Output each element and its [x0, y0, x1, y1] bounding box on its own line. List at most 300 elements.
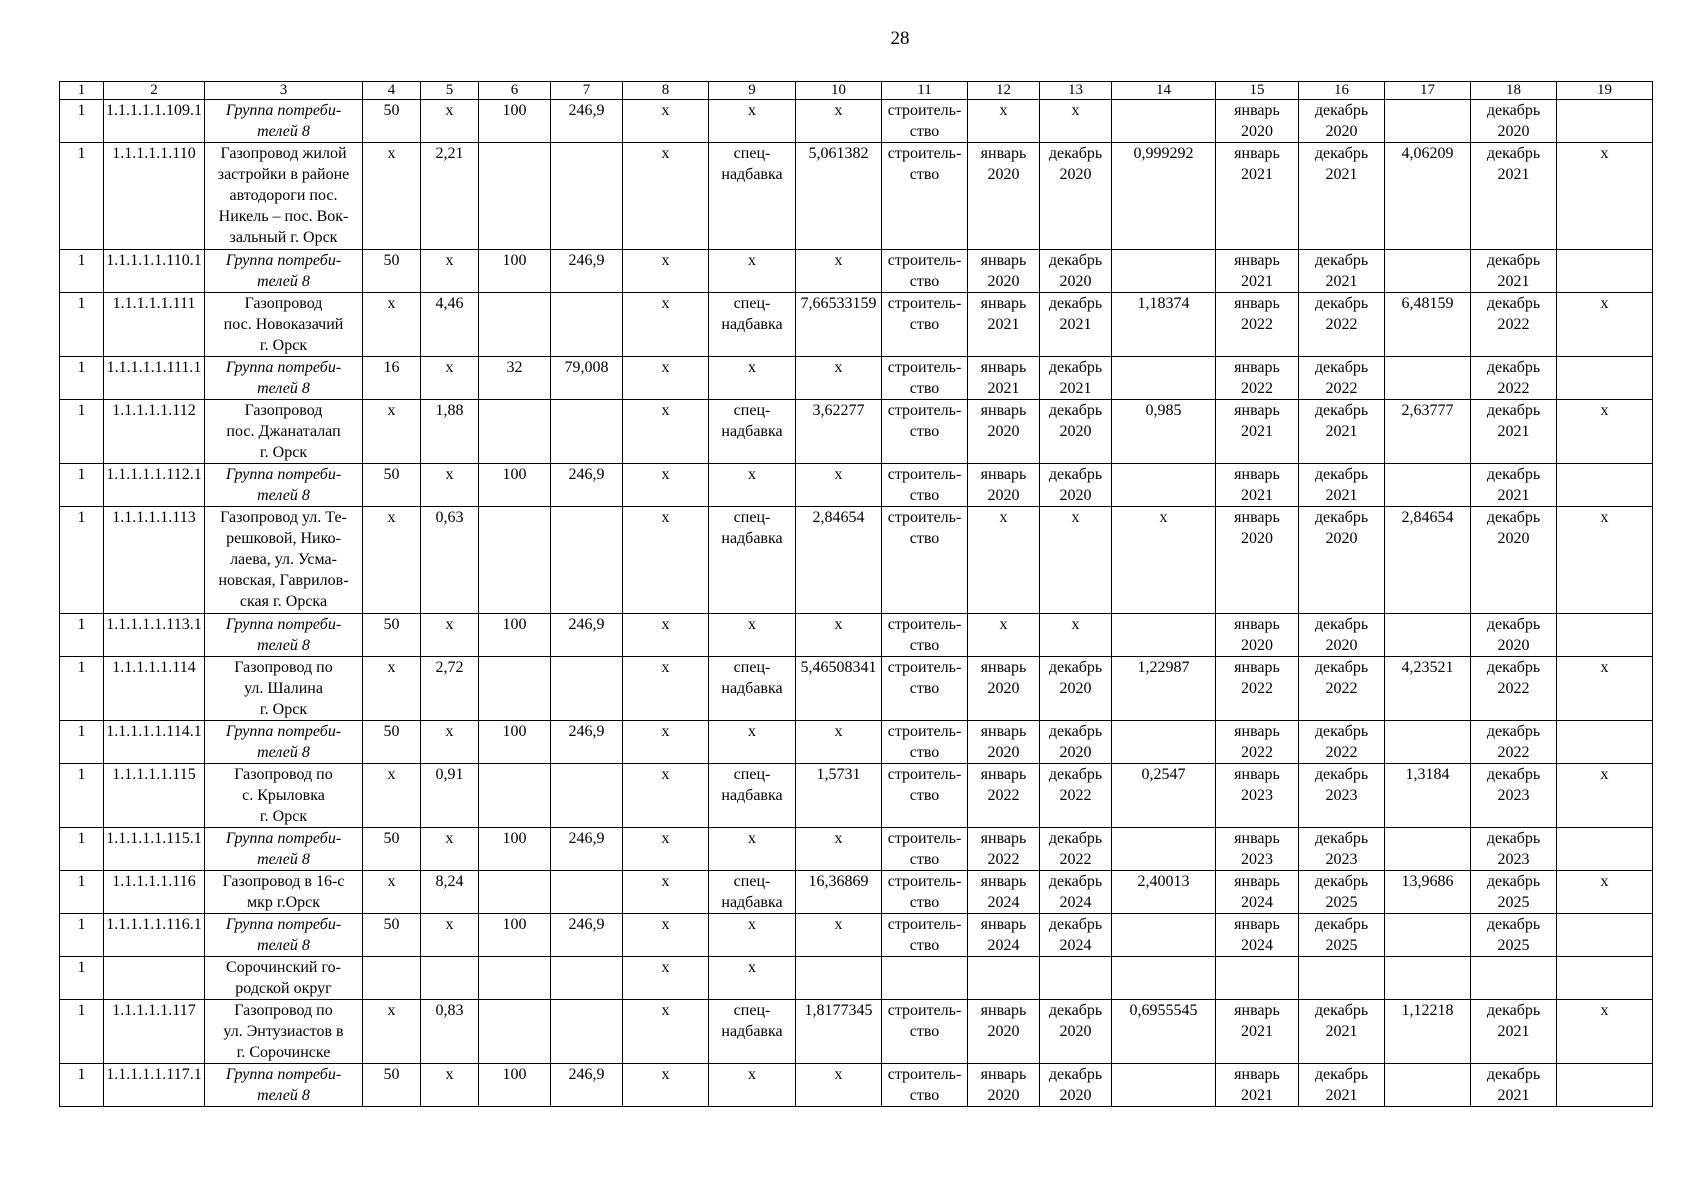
- table-cell: 100: [479, 614, 551, 657]
- table-cell: х: [623, 614, 709, 657]
- table-cell: х: [363, 143, 421, 250]
- table-cell: [1557, 250, 1653, 293]
- table-cell: 100: [479, 100, 551, 143]
- table-cell: х: [796, 250, 882, 293]
- table-cell: [1299, 957, 1385, 1000]
- table-cell: 246,9: [551, 1064, 623, 1107]
- table-cell: Группа потреби- телей 8: [205, 100, 363, 143]
- table-cell: январь 2020: [968, 657, 1040, 721]
- table-cell: 1,18374: [1112, 293, 1216, 357]
- table-cell: спец- надбавка: [709, 143, 796, 250]
- table-cell: х: [623, 250, 709, 293]
- table-cell: Газопровод ул. Те- решковой, Нико- лаева, ул. Усма- новская, Гаврилов- ская г. Орска: [205, 507, 363, 614]
- table-cell: [1216, 957, 1299, 1000]
- table-cell: [1385, 1064, 1471, 1107]
- table-cell: [1557, 357, 1653, 400]
- table-cell: строитель- ство: [882, 721, 968, 764]
- table-cell: 1: [60, 464, 104, 507]
- table-cell: [1112, 914, 1216, 957]
- table-cell: [796, 957, 882, 1000]
- table-cell: 1.1.1.1.1.112: [104, 400, 205, 464]
- table-cell: [1385, 914, 1471, 957]
- table-cell: декабрь 2025: [1471, 914, 1557, 957]
- column-header: 17: [1385, 82, 1471, 100]
- table-cell: 1: [60, 957, 104, 1000]
- table-cell: х: [796, 1064, 882, 1107]
- table-cell: январь 2020: [1216, 614, 1299, 657]
- table-cell: [1557, 914, 1653, 957]
- table-cell: [363, 957, 421, 1000]
- table-cell: х: [363, 507, 421, 614]
- table-cell: 2,84654: [796, 507, 882, 614]
- table-cell: декабрь 2020: [1040, 250, 1112, 293]
- table-cell: 8,24: [421, 871, 479, 914]
- table-cell: 1: [60, 614, 104, 657]
- table-cell: [1557, 721, 1653, 764]
- table-cell: [1112, 357, 1216, 400]
- table-cell: 1: [60, 721, 104, 764]
- table-cell: [1112, 1064, 1216, 1107]
- table-cell: декабрь 2022: [1299, 357, 1385, 400]
- table-cell: [104, 957, 205, 1000]
- table-cell: [551, 293, 623, 357]
- table-cell: 1,88: [421, 400, 479, 464]
- table-cell: 1.1.1.1.1.114: [104, 657, 205, 721]
- table-cell: х: [709, 721, 796, 764]
- table-cell: декабрь 2020: [1471, 614, 1557, 657]
- table-cell: [551, 657, 623, 721]
- table-cell: х: [709, 828, 796, 871]
- table-cell: декабрь 2024: [1040, 914, 1112, 957]
- table-row: [60, 464, 1653, 507]
- table-cell: Сорочинский го- родской округ: [205, 957, 363, 1000]
- header-row: [60, 82, 1653, 100]
- table-cell: [479, 871, 551, 914]
- table-cell: [1557, 957, 1653, 1000]
- table-cell: спец- надбавка: [709, 764, 796, 828]
- table-cell: январь 2021: [1216, 1064, 1299, 1107]
- table-cell: [1112, 100, 1216, 143]
- table-cell: декабрь 2021: [1040, 357, 1112, 400]
- column-header: 5: [421, 82, 479, 100]
- table-cell: х: [968, 614, 1040, 657]
- table-cell: х: [623, 1064, 709, 1107]
- table-cell: [551, 957, 623, 1000]
- table-cell: январь 2024: [1216, 871, 1299, 914]
- table-cell: х: [363, 871, 421, 914]
- table-cell: [1385, 614, 1471, 657]
- table-cell: декабрь 2021: [1471, 400, 1557, 464]
- data-table: [59, 81, 1653, 1107]
- table-cell: х: [623, 100, 709, 143]
- table-cell: [1385, 250, 1471, 293]
- table-cell: декабрь 2022: [1040, 828, 1112, 871]
- column-header: 3: [205, 82, 363, 100]
- table-cell: х: [709, 614, 796, 657]
- column-header: 14: [1112, 82, 1216, 100]
- table-cell: 50: [363, 250, 421, 293]
- table-cell: х: [363, 400, 421, 464]
- table-cell: х: [796, 357, 882, 400]
- table-cell: х: [1112, 507, 1216, 614]
- table-cell: 2,21: [421, 143, 479, 250]
- table-cell: январь 2024: [968, 871, 1040, 914]
- table-cell: 246,9: [551, 250, 623, 293]
- table-cell: декабрь 2020: [1471, 100, 1557, 143]
- table-cell: [551, 143, 623, 250]
- table-cell: 50: [363, 1064, 421, 1107]
- table-cell: [1385, 828, 1471, 871]
- table-cell: январь 2021: [968, 293, 1040, 357]
- table-cell: [1385, 464, 1471, 507]
- table-cell: х: [623, 357, 709, 400]
- table-cell: спец- надбавка: [709, 400, 796, 464]
- table-cell: январь 2021: [968, 357, 1040, 400]
- table-cell: [968, 957, 1040, 1000]
- table-cell: 100: [479, 464, 551, 507]
- table-cell: х: [709, 957, 796, 1000]
- table-cell: декабрь 2021: [1471, 250, 1557, 293]
- table-cell: [1040, 957, 1112, 1000]
- table-cell: 2,40013: [1112, 871, 1216, 914]
- table-cell: декабрь 2021: [1471, 1064, 1557, 1107]
- table-cell: [479, 1000, 551, 1064]
- table-cell: декабрь 2025: [1299, 914, 1385, 957]
- table-cell: [1557, 464, 1653, 507]
- table-cell: декабрь 2021: [1471, 1000, 1557, 1064]
- table-cell: х: [421, 828, 479, 871]
- table-cell: 50: [363, 614, 421, 657]
- table-cell: 4,46: [421, 293, 479, 357]
- table-cell: х: [623, 957, 709, 1000]
- table-cell: строитель- ство: [882, 871, 968, 914]
- table-cell: 0,83: [421, 1000, 479, 1064]
- table-cell: 246,9: [551, 614, 623, 657]
- table-cell: х: [1557, 871, 1653, 914]
- table-cell: х: [623, 764, 709, 828]
- table-cell: х: [1557, 764, 1653, 828]
- table-cell: х: [796, 464, 882, 507]
- table-cell: декабрь 2022: [1299, 293, 1385, 357]
- table-cell: х: [1557, 507, 1653, 614]
- table-cell: январь 2022: [1216, 657, 1299, 721]
- table-cell: декабрь 2020: [1040, 143, 1112, 250]
- table-cell: январь 2020: [968, 143, 1040, 250]
- table-cell: январь 2020: [968, 1064, 1040, 1107]
- table-cell: 1.1.1.1.1.110: [104, 143, 205, 250]
- table-cell: январь 2022: [968, 828, 1040, 871]
- table-cell: [551, 1000, 623, 1064]
- table-cell: х: [421, 1064, 479, 1107]
- table-cell: декабрь 2022: [1299, 721, 1385, 764]
- table-cell: 1: [60, 871, 104, 914]
- table-cell: январь 2022: [1216, 293, 1299, 357]
- table-cell: январь 2020: [1216, 507, 1299, 614]
- table-cell: Группа потреби- телей 8: [205, 614, 363, 657]
- table-cell: 1.1.1.1.1.111.1: [104, 357, 205, 400]
- table-cell: 1: [60, 293, 104, 357]
- table-cell: х: [363, 764, 421, 828]
- table-cell: х: [421, 614, 479, 657]
- table-cell: 1,8177345: [796, 1000, 882, 1064]
- table-cell: 50: [363, 828, 421, 871]
- table-cell: январь 2022: [968, 764, 1040, 828]
- table-cell: 0,63: [421, 507, 479, 614]
- table-cell: х: [623, 464, 709, 507]
- table-cell: Группа потреби- телей 8: [205, 828, 363, 871]
- table-cell: [1112, 721, 1216, 764]
- table-cell: 1.1.1.1.1.109.1: [104, 100, 205, 143]
- table-cell: 1: [60, 657, 104, 721]
- table-cell: декабрь 2021: [1040, 293, 1112, 357]
- table-cell: январь 2021: [1216, 400, 1299, 464]
- table-cell: 3,62277: [796, 400, 882, 464]
- table-cell: декабрь 2025: [1299, 871, 1385, 914]
- table-row: [60, 1000, 1653, 1064]
- table-cell: Газопровод по с. Крыловка г. Орск: [205, 764, 363, 828]
- table-cell: декабрь 2025: [1471, 871, 1557, 914]
- table-cell: январь 2022: [1216, 357, 1299, 400]
- table-cell: Газопровод по ул. Энтузиастов в г. Сорочинске: [205, 1000, 363, 1064]
- table-cell: 1.1.1.1.1.115: [104, 764, 205, 828]
- table-cell: х: [1557, 143, 1653, 250]
- table-cell: 1.1.1.1.1.114.1: [104, 721, 205, 764]
- table-cell: х: [623, 143, 709, 250]
- table-row: [60, 357, 1653, 400]
- table-row: [60, 914, 1653, 957]
- table-cell: х: [421, 721, 479, 764]
- table-row: [60, 100, 1653, 143]
- table-cell: [1385, 100, 1471, 143]
- table-cell: 1: [60, 764, 104, 828]
- table-cell: 79,008: [551, 357, 623, 400]
- table-cell: 1: [60, 357, 104, 400]
- table-cell: х: [623, 1000, 709, 1064]
- table-cell: декабрь 2020: [1040, 1064, 1112, 1107]
- table-cell: декабрь 2022: [1471, 293, 1557, 357]
- column-header: 12: [968, 82, 1040, 100]
- table-row: [60, 1064, 1653, 1107]
- column-header: 4: [363, 82, 421, 100]
- table-cell: декабрь 2022: [1040, 764, 1112, 828]
- table-cell: 1,22987: [1112, 657, 1216, 721]
- table-cell: 50: [363, 914, 421, 957]
- column-header: 10: [796, 82, 882, 100]
- table-cell: 2,72: [421, 657, 479, 721]
- table-cell: [479, 957, 551, 1000]
- column-header: 8: [623, 82, 709, 100]
- table-cell: 246,9: [551, 721, 623, 764]
- table-cell: декабрь 2020: [1471, 507, 1557, 614]
- table-cell: январь 2020: [968, 400, 1040, 464]
- table-cell: строитель- ство: [882, 1000, 968, 1064]
- table-cell: х: [1040, 507, 1112, 614]
- table-row: [60, 957, 1653, 1000]
- table-cell: декабрь 2021: [1299, 400, 1385, 464]
- table-cell: декабрь 2021: [1299, 1064, 1385, 1107]
- table-cell: х: [623, 507, 709, 614]
- column-header: 15: [1216, 82, 1299, 100]
- table-cell: х: [421, 357, 479, 400]
- table-cell: 1: [60, 100, 104, 143]
- table-cell: х: [623, 657, 709, 721]
- table-cell: [551, 764, 623, 828]
- page-number: 28: [890, 28, 910, 49]
- column-header: 2: [104, 82, 205, 100]
- column-header: 7: [551, 82, 623, 100]
- table-cell: строитель- ство: [882, 764, 968, 828]
- table-cell: х: [623, 721, 709, 764]
- table-cell: х: [796, 828, 882, 871]
- table-cell: строитель- ство: [882, 464, 968, 507]
- table-row: [60, 764, 1653, 828]
- table-cell: х: [1040, 614, 1112, 657]
- table-cell: 100: [479, 1064, 551, 1107]
- table-row: [60, 828, 1653, 871]
- table-cell: декабрь 2020: [1040, 400, 1112, 464]
- table-cell: 7,66533159: [796, 293, 882, 357]
- table-cell: х: [421, 464, 479, 507]
- table-cell: 1.1.1.1.1.115.1: [104, 828, 205, 871]
- table-cell: январь 2023: [1216, 764, 1299, 828]
- table-cell: х: [623, 400, 709, 464]
- table-cell: х: [709, 914, 796, 957]
- table-cell: х: [421, 100, 479, 143]
- table-cell: декабрь 2022: [1471, 657, 1557, 721]
- table-cell: январь 2020: [968, 721, 1040, 764]
- table-cell: х: [709, 250, 796, 293]
- table-cell: 50: [363, 464, 421, 507]
- table-cell: 1: [60, 507, 104, 614]
- table-cell: январь 2022: [1216, 721, 1299, 764]
- table-cell: х: [623, 828, 709, 871]
- table-cell: [1557, 828, 1653, 871]
- table-cell: 2,84654: [1385, 507, 1471, 614]
- table-cell: 1,3184: [1385, 764, 1471, 828]
- table-cell: январь 2024: [1216, 914, 1299, 957]
- table-body: [60, 100, 1653, 1107]
- table-cell: 1,12218: [1385, 1000, 1471, 1064]
- table-cell: декабрь 2020: [1040, 464, 1112, 507]
- table-cell: 2,63777: [1385, 400, 1471, 464]
- table-cell: 5,46508341: [796, 657, 882, 721]
- table-cell: декабрь 2023: [1299, 764, 1385, 828]
- table-cell: [1557, 100, 1653, 143]
- table-cell: декабрь 2020: [1299, 614, 1385, 657]
- table-cell: х: [1040, 100, 1112, 143]
- table-cell: декабрь 2023: [1471, 764, 1557, 828]
- table-cell: декабрь 2021: [1299, 250, 1385, 293]
- table-cell: Газопровод пос. Новоказачий г. Орск: [205, 293, 363, 357]
- table-cell: Газопровод по ул. Шалина г. Орск: [205, 657, 363, 721]
- table-cell: январь 2020: [968, 464, 1040, 507]
- table-cell: [479, 764, 551, 828]
- table-cell: декабрь 2020: [1040, 657, 1112, 721]
- table-cell: х: [1557, 1000, 1653, 1064]
- table-cell: 1.1.1.1.1.116: [104, 871, 205, 914]
- table-cell: Группа потреби- телей 8: [205, 1064, 363, 1107]
- table-cell: [1112, 828, 1216, 871]
- table-cell: январь 2021: [1216, 1000, 1299, 1064]
- table-cell: 13,9686: [1385, 871, 1471, 914]
- table-cell: декабрь 2022: [1299, 657, 1385, 721]
- table-cell: 246,9: [551, 828, 623, 871]
- table-cell: [1471, 957, 1557, 1000]
- table-cell: х: [709, 1064, 796, 1107]
- table-cell: декабрь 2021: [1299, 1000, 1385, 1064]
- table-cell: декабрь 2020: [1299, 507, 1385, 614]
- column-header: 9: [709, 82, 796, 100]
- table-row: [60, 400, 1653, 464]
- column-header: 6: [479, 82, 551, 100]
- table-cell: [1385, 721, 1471, 764]
- table-cell: [1385, 357, 1471, 400]
- table-row: [60, 293, 1653, 357]
- table-cell: х: [968, 100, 1040, 143]
- table-cell: 1: [60, 1064, 104, 1107]
- table-cell: 1.1.1.1.1.116.1: [104, 914, 205, 957]
- column-header: 16: [1299, 82, 1385, 100]
- table-cell: декабрь 2020: [1040, 721, 1112, 764]
- table-cell: х: [363, 657, 421, 721]
- table-cell: 50: [363, 721, 421, 764]
- table-cell: 1,5731: [796, 764, 882, 828]
- table-cell: 1.1.1.1.1.113.1: [104, 614, 205, 657]
- table-cell: 0,985: [1112, 400, 1216, 464]
- table-row: [60, 507, 1653, 614]
- table-cell: 0,91: [421, 764, 479, 828]
- table-cell: х: [363, 1000, 421, 1064]
- table-cell: Газопровод в 16-с мкр г.Орск: [205, 871, 363, 914]
- table-cell: декабрь 2021: [1471, 143, 1557, 250]
- table-cell: 100: [479, 250, 551, 293]
- table-cell: Группа потреби- телей 8: [205, 721, 363, 764]
- table-cell: х: [623, 293, 709, 357]
- table-cell: строитель- ство: [882, 100, 968, 143]
- table-cell: х: [709, 464, 796, 507]
- table-cell: 5,061382: [796, 143, 882, 250]
- table-cell: 16: [363, 357, 421, 400]
- table-cell: 4,23521: [1385, 657, 1471, 721]
- table-cell: 1.1.1.1.1.110.1: [104, 250, 205, 293]
- table-cell: 0,2547: [1112, 764, 1216, 828]
- table-cell: 4,06209: [1385, 143, 1471, 250]
- table-cell: 246,9: [551, 914, 623, 957]
- table-cell: х: [623, 914, 709, 957]
- table-cell: спец- надбавка: [709, 1000, 796, 1064]
- table-cell: 1.1.1.1.1.117: [104, 1000, 205, 1064]
- table-cell: [551, 507, 623, 614]
- table-cell: 1: [60, 400, 104, 464]
- table-cell: 1: [60, 1000, 104, 1064]
- table-cell: [1112, 250, 1216, 293]
- table-cell: Группа потреби- телей 8: [205, 250, 363, 293]
- table-cell: 1.1.1.1.1.117.1: [104, 1064, 205, 1107]
- table-cell: январь 2024: [968, 914, 1040, 957]
- table-cell: х: [623, 871, 709, 914]
- table-cell: 100: [479, 721, 551, 764]
- table-cell: декабрь 2021: [1299, 143, 1385, 250]
- table-cell: январь 2020: [968, 1000, 1040, 1064]
- table-cell: декабрь 2020: [1299, 100, 1385, 143]
- table-cell: Газопровод пос. Джанаталап г. Орск: [205, 400, 363, 464]
- table-cell: декабрь 2024: [1040, 871, 1112, 914]
- table-cell: х: [968, 507, 1040, 614]
- table-cell: 100: [479, 828, 551, 871]
- table-cell: [479, 143, 551, 250]
- table-cell: декабрь 2022: [1471, 721, 1557, 764]
- table-cell: [1112, 957, 1216, 1000]
